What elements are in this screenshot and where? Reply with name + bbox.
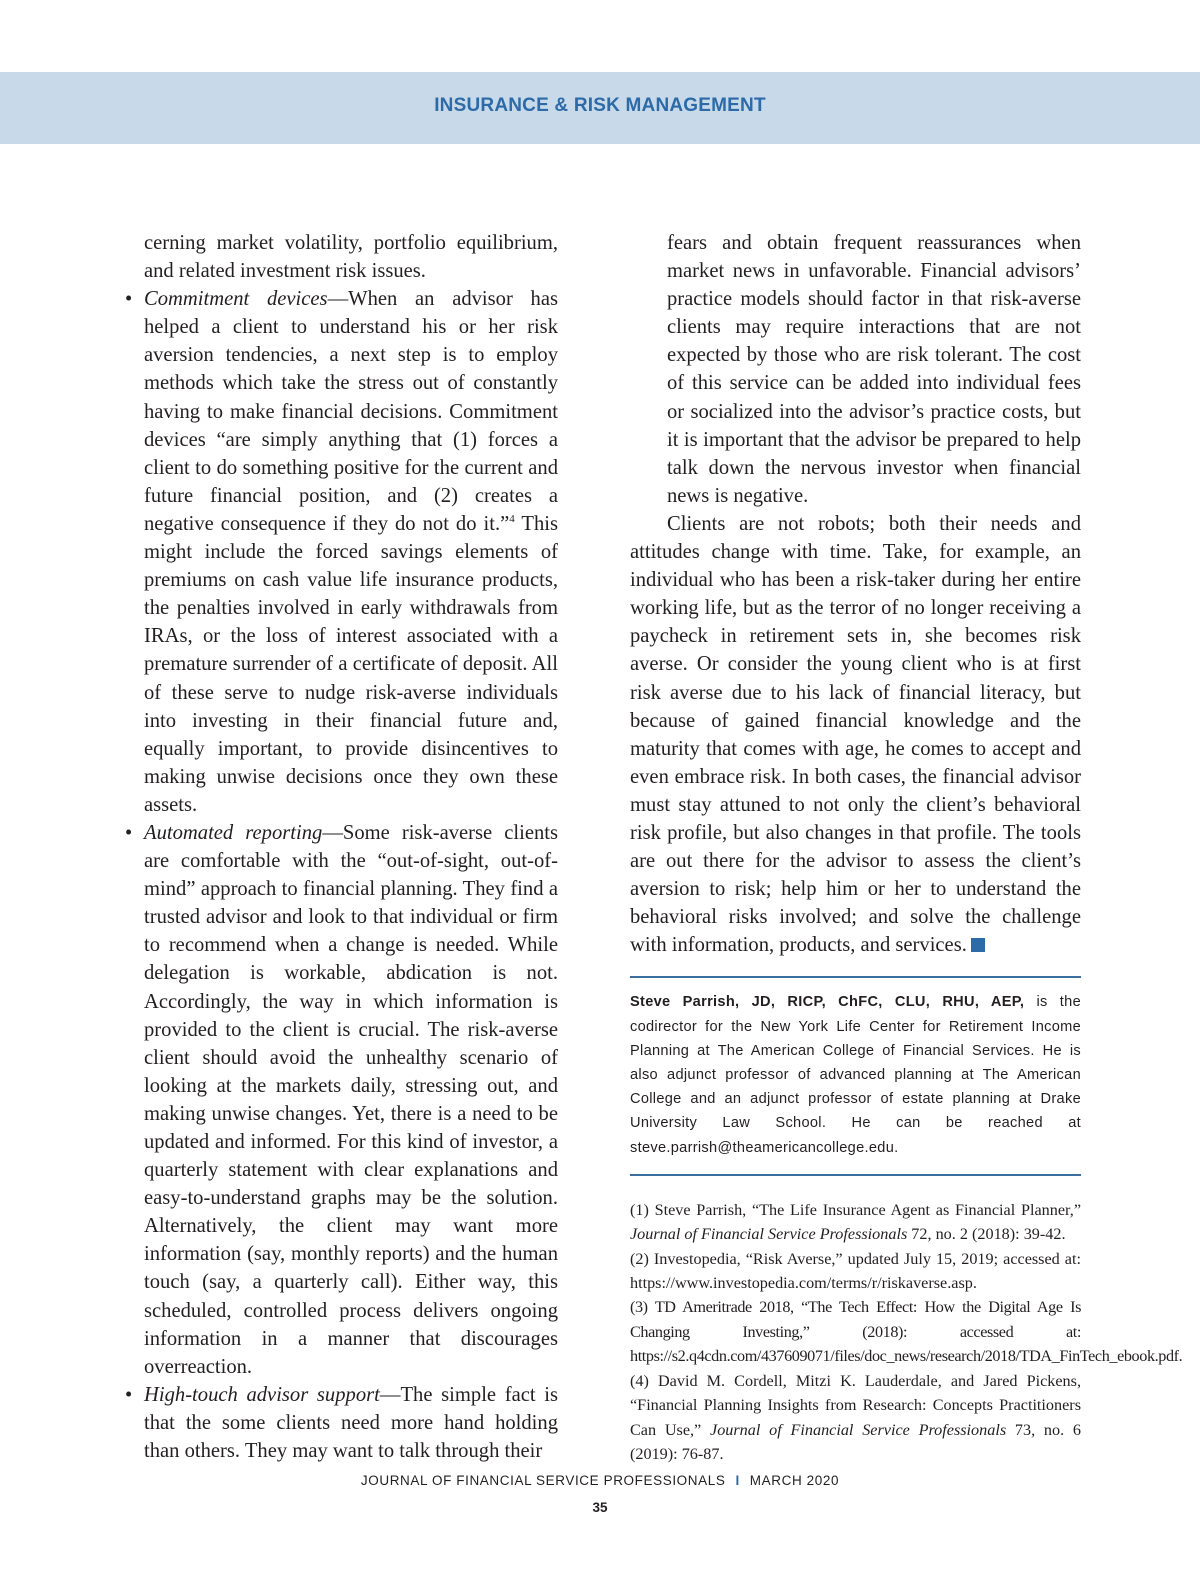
footnote-ref[interactable]: 4: [509, 513, 515, 526]
bullet-text: —The simple fact is that the some clients need more hand holding than others. They may want to talk through their: [144, 1383, 558, 1463]
author-bio-text: is the codirector for the New York Life Center for Retirement Income Planning at The American College of Financial Services. He is also adjunct professor of advanced planning at The American College and an adjunct professor of estate planning at Drake University Law School. He can be reached at steve.parrish@theamericancollege.edu.: [630, 994, 1081, 1156]
end-of-article-icon: [971, 938, 985, 952]
left-column: [125, 229, 558, 1465]
author-name: Steve Parrish, JD, RICP, ChFC, CLU, RHU, AEP,: [630, 994, 1025, 1011]
section-header-band: [0, 72, 1200, 144]
issue-date: MARCH 2020: [749, 1473, 840, 1488]
closing-text: Clients are not robots; both their needs and attitudes change with time. Take, for example, an individual who has been a risk-taker during her entire working life, but as the terror of no longer receiving a paycheck in retirement sets in, she becomes risk averse. Or consider the young client who is at first risk averse due to his lack of financial literacy, but because of gained financial knowledge and the maturity that comes with age, he comes to accept and even embrace risk. In both cases, the financial advisor must stay attuned to not only the client’s behavioral risk profile, but also changes in that profile. The tools are out there for the advisor to assess the client’s aversion to risk; help him or her to understand the behavioral risks involved; and solve the challenge with information, products, and services.: [630, 512, 1081, 957]
divider-top: [630, 976, 1081, 978]
bullet-text: —Some risk-averse clients are comfortable with the “out-of-sight, out-of-mind” approach to financial planning. They find a trusted advisor and look to that individual or firm to recommend when a change is needed. While delegation is workable, abdication is not. Accordingly, the way in which information is provided to the client is crucial. The risk-averse client should avoid the unhealthy scenario of looking at the markets daily, stressing out, and making unwise changes. Yet, there is a need to be updated and informed. For this kind of investor, a quarterly statement with clear explanations and easy-to-understand graphs may be the solution. Alternatively, the client may want more information (say, monthly reports) and the human touch (say, a quarterly call). Either way, this scheduled, controlled process delivers ongoing information in a manner that discourages overreaction.: [144, 821, 558, 1378]
closing-paragraph: [630, 510, 1081, 960]
bullet-icon: •: [125, 1383, 133, 1406]
section-title: INSURANCE & RISK MANAGEMENT: [434, 95, 766, 116]
reference-item: (1) Steve Parrish, “The Life Insurance Agent as Financial Planner,” Journal of Financial Service Professionals 72, no. 2 (2018): 39-42.: [630, 1200, 1081, 1244]
page-number: 35: [592, 1500, 608, 1515]
bullet-automated-reporting: [125, 819, 558, 1381]
continuation-paragraph: fears and obtain frequent reassurances when market news in unfavorable. Financial advisors’ practice models should factor in that risk-averse clients may require interactions that are not expected by those who are risk tolerant. The cost of this service can be added into individual fees or socialized into the advisor’s practice costs, but it is important that the advisor be prepared to help talk down the nervous investor when financial news is negative.: [667, 232, 1081, 507]
bullet-term: High-touch advisor support: [144, 1383, 380, 1406]
reference-item: (2) Investopedia, “Risk Averse,” updated July 15, 2019; accessed at: https://www.investopedia.com/terms/r/riskaverse.asp.: [630, 1249, 1081, 1293]
bullet-commitment-devices: [125, 285, 558, 819]
bullet-term: Automated reporting: [144, 821, 323, 844]
bullet-high-touch-support: [125, 1381, 558, 1465]
reference-item: (3) TD Ameritrade 2018, “The Tech Effect: How the Digital Age Is Changing Investing,” (2018): accessed at: https://s2.q4cdn.com/437609071/files/doc_news/research/2018/TDA_FinTech_ebook.pdf.: [630, 1298, 1183, 1366]
bullet-icon: •: [125, 288, 133, 311]
bullet-text: —When an advisor has helped a client to understand his or her risk aversion tendencies, a next step is to employ methods which take the stress out of constantly having to make financial decisions. Commitment devices “are simply anything that (1) forces a client to do something positive for the current and future financial position, and (2) creates a negative consequence if they do not do it.”: [144, 288, 558, 535]
bullet-term: Commitment devices: [144, 288, 328, 311]
reference-item: (4) David M. Cordell, Mitzi K. Lauderdale, and Jared Pickens, “Financial Planning Insights from Research: Concepts Practitioners Can Use,” Journal of Financial Service Professionals 73, no. 6 (2019): 76-87.: [630, 1371, 1081, 1463]
bullet-text-continued: This might include the forced savings elements of premiums on cash value life insurance products, the penalties involved in early withdrawals from IRAs, or the loss of interest associated with a premature surrender of a certificate of deposit. All of these serve to nudge risk-averse individuals into investing in their financial future and, equally important, to provide disincentives to making unwise decisions once they own these assets.: [144, 512, 558, 816]
lead-paragraph: cerning market volatility, portfolio equilibrium, and related investment risk issues.: [144, 232, 558, 283]
page-footer: [0, 1473, 1200, 1488]
divider-bottom: [630, 1174, 1081, 1176]
footer-separator: I: [735, 1473, 740, 1488]
references-list: [630, 1198, 1183, 1466]
journal-name: JOURNAL OF FINANCIAL SERVICE PROFESSIONALS: [360, 1473, 726, 1488]
bullet-icon: •: [125, 821, 133, 844]
author-bio: [630, 990, 1081, 1159]
right-column: [630, 229, 1183, 1466]
